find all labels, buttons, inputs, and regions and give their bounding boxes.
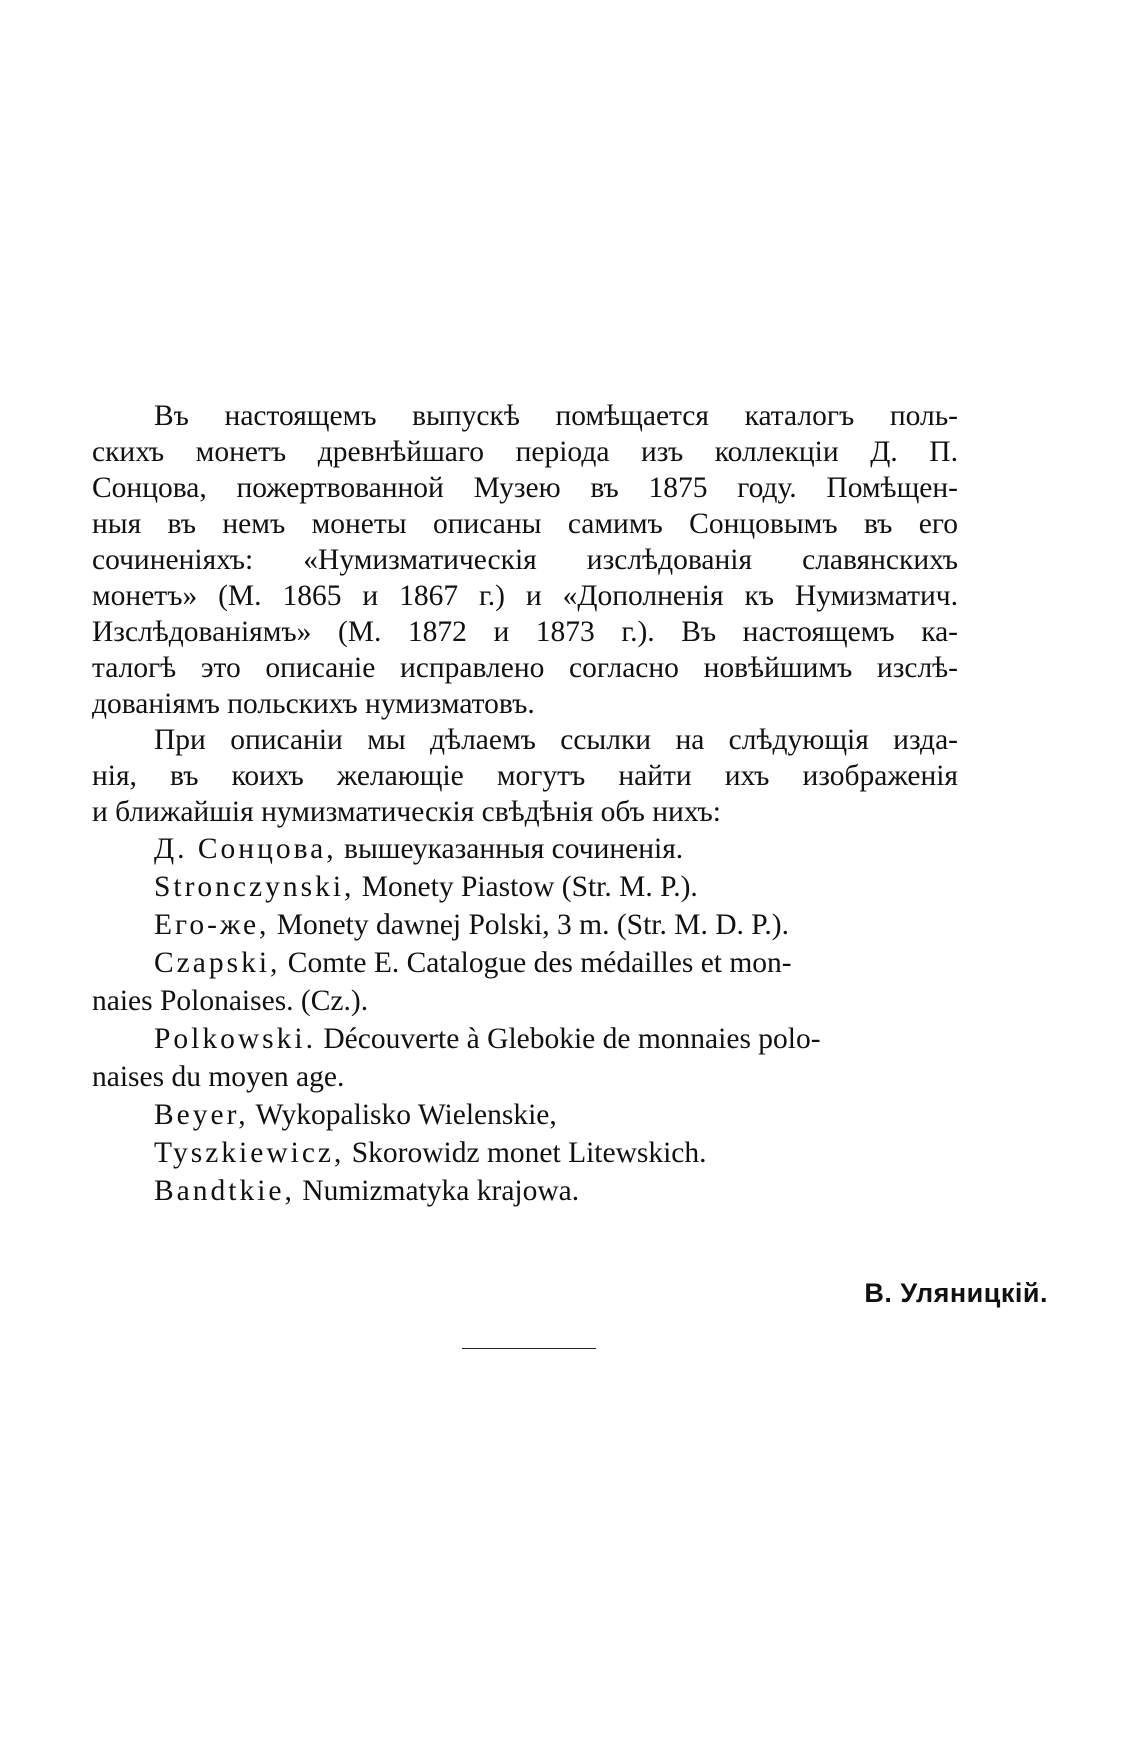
section-divider bbox=[462, 1348, 596, 1349]
text-line: ныя въ немъ монеты описаны самимъ Сонцовымъ въ его bbox=[92, 508, 958, 540]
reference-item bbox=[92, 830, 958, 868]
text-line: При описаніи мы дѣлаемъ ссылки на слѣдующія изда- bbox=[154, 724, 958, 756]
page-body bbox=[92, 398, 958, 1210]
reference-title-continued: naies Polonaises. (Cz.). bbox=[92, 985, 369, 1017]
reference-title-continued: naises du moyen age. bbox=[92, 1061, 345, 1093]
reference-title: Numizmatyka krajowa. bbox=[294, 1175, 580, 1207]
paragraph-intro bbox=[92, 398, 958, 722]
reference-item bbox=[92, 1172, 958, 1210]
reference-item bbox=[92, 1096, 958, 1134]
paragraph-references-intro bbox=[92, 722, 958, 830]
text-line: сочиненіяхъ: «Нумизматическія изслѣдованія славянскихъ bbox=[92, 544, 958, 576]
reference-title: Comte E. Catalogue des médailles et mon- bbox=[280, 947, 792, 979]
reference-author: Stronczynski, bbox=[154, 871, 355, 903]
text-line: Сонцова, пожертвованной Музею въ 1875 году. Помѣщен- bbox=[92, 472, 958, 504]
text-line: и ближайшія нумизматическія свѣдѣнія объ нихъ: bbox=[92, 796, 721, 828]
text-line: Въ настоящемъ выпускѣ помѣщается каталогъ поль- bbox=[154, 400, 958, 432]
reference-item bbox=[92, 1134, 958, 1172]
reference-list bbox=[92, 830, 958, 1210]
reference-title: Skorowidz monet Litewskich. bbox=[344, 1137, 707, 1169]
reference-item bbox=[92, 906, 958, 944]
reference-item bbox=[92, 1020, 958, 1096]
text-line: Изслѣдованіямъ» (М. 1872 и 1873 г.). Въ настоящемъ ка- bbox=[92, 616, 958, 648]
author-signature: В. Уляницкій. bbox=[864, 1278, 1048, 1308]
reference-author: Polkowski. bbox=[154, 1023, 316, 1055]
reference-author: Его-же, bbox=[154, 909, 270, 941]
reference-item bbox=[92, 944, 958, 1020]
reference-author: Beyer, bbox=[154, 1099, 249, 1131]
reference-item bbox=[92, 868, 958, 906]
text-line: дованіямъ польскихъ нумизматовъ. bbox=[92, 688, 535, 720]
reference-author: Bandtkie, bbox=[154, 1175, 295, 1207]
text-line: скихъ монетъ древнѣйшаго періода изъ коллекціи Д. П. bbox=[92, 436, 958, 468]
reference-title: Wykopalisko Wielenskie, bbox=[248, 1099, 557, 1131]
reference-author: Tyszkiewicz, bbox=[154, 1137, 345, 1169]
text-line: монетъ» (М. 1865 и 1867 г.) и «Дополненія къ Нумизматич. bbox=[92, 580, 958, 612]
reference-title: Monety Piastow (Str. M. P.). bbox=[354, 871, 698, 903]
reference-title: вышеуказанныя сочиненія. bbox=[336, 833, 684, 865]
reference-title: Monety dawnej Polski, 3 m. (Str. M. D. P.). bbox=[269, 909, 789, 941]
reference-title: Découverte à Glebokie de monnaies polo- bbox=[315, 1023, 821, 1055]
reference-author: Czapski, bbox=[154, 947, 281, 979]
text-line: нія, въ коихъ желающіе могутъ найти ихъ изображенія bbox=[92, 760, 958, 792]
text-line: талогѣ это описаніе исправлено согласно новѣйшимъ изслѣ- bbox=[92, 652, 958, 684]
reference-author: Д. Сонцова, bbox=[154, 833, 337, 865]
